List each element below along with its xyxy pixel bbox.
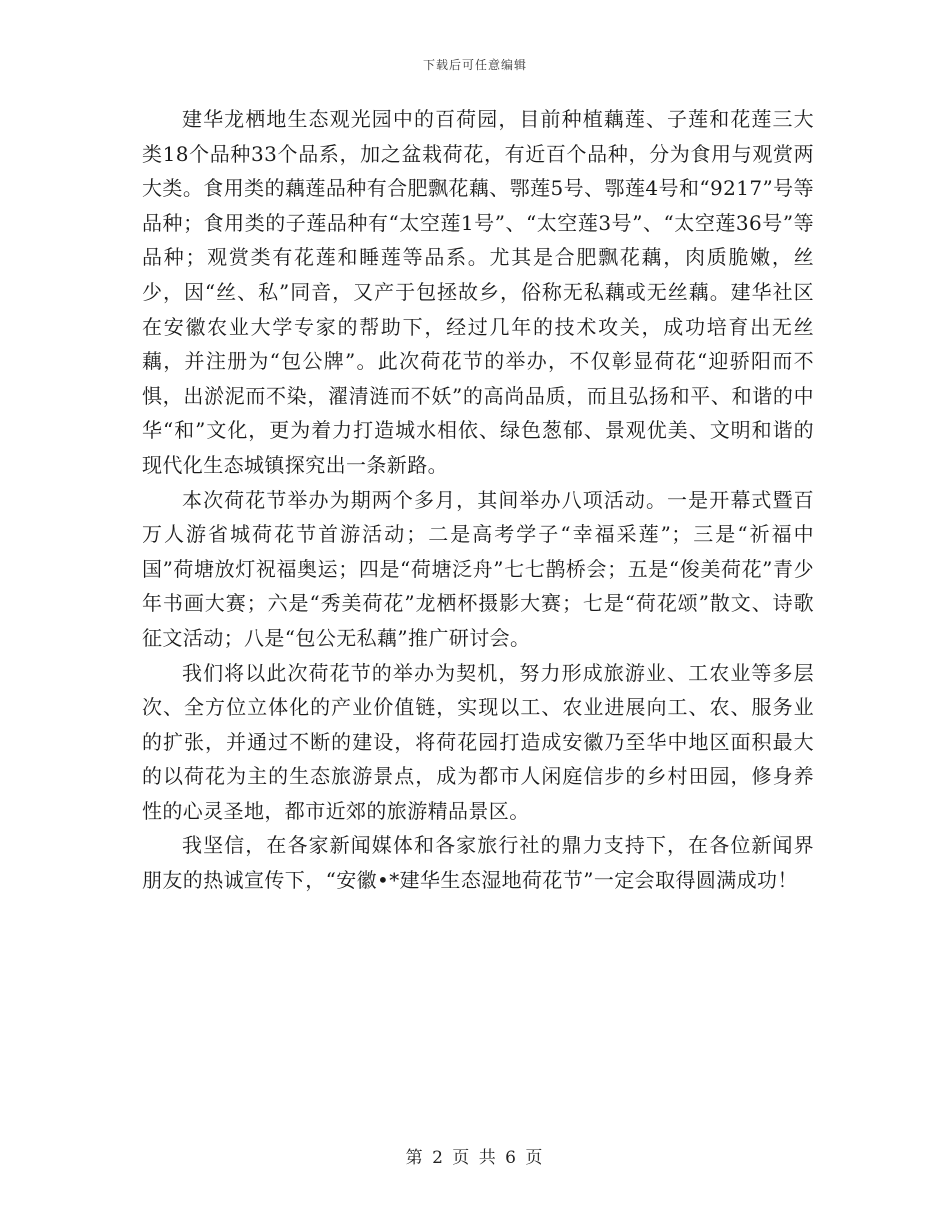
paragraph-2: 本次荷花节举办为期两个多月，其间举办八项活动。一是开幕式暨百万人游省城荷花节首游活动；二是高考学子“幸福采莲”；三是“祈福中国”荷塘放灯祝福奥运；四是“荷塘泛舟”七七鹊桥会；五是“俊美荷花”青少年书画大赛；六是“秀美荷花”龙栖杯摄影大赛；七是“荷花颂”散文、诗歌征文活动；八是“包公无私藕”推广研讨会。	[142, 487, 814, 650]
page-header: 下载后可任意编辑	[422, 58, 527, 72]
paragraph-3: 我们将以此次荷花节的举办为契机，努力形成旅游业、工农业等多层次、全方位立体化的产业价值链，实现以工、农业进展向工、农、服务业的扩张，并通过不断的建设，将荷花园打造成安徽乃至华中地区面积最大的以荷花为主的生态旅游景点，成为都市人闲庭信步的乡村田园，修身养性的心灵圣地，都市近郊的旅游精品景区。	[142, 660, 814, 823]
paragraph-1: 建华龙栖地生态观光园中的百荷园，目前种植藕莲、子莲和花莲三大类18个品种33个品系，加之盆栽荷花，有近百个品种，分为食用与观赏两大类。食用类的藕莲品种有合肥飘花藕、鄂莲5号、鄂莲4号和“9217”号等品种；食用类的子莲品种有“太空莲1号”、“太空莲3号”、“太空莲36号”等品种；观赏类有花莲和睡莲等品系。尤其是合肥飘花藕，肉质脆嫩，丝少，因“丝、私”同音，又产于包拯故乡，俗称无私藕或无丝藕。建华社区在安徽农业大学专家的帮助下，经过几年的技术攻关，成功培育出无丝藕，并注册为“包公牌”。此次荷花节的举办，不仅彰显荷花“迎骄阳而不惧，出淤泥而不染，濯清涟而不妖”的高尚品质，而且弘扬和平、和谐的中华“和”文化，更为着力打造城水相依、绿色葱郁、景观优美、文明和谐的现代化生态城镇探究出一条新路。	[142, 107, 814, 477]
document-body	[142, 102, 814, 898]
page-number: 第 2 页 共 6 页	[405, 1148, 545, 1168]
paragraph-4: 我坚信，在各家新闻媒体和各家旅行社的鼎力支持下，在各位新闻界朋友的热诚宣传下，“安徽•*建华生态湿地荷花节”一定会取得圆满成功！	[142, 833, 814, 893]
